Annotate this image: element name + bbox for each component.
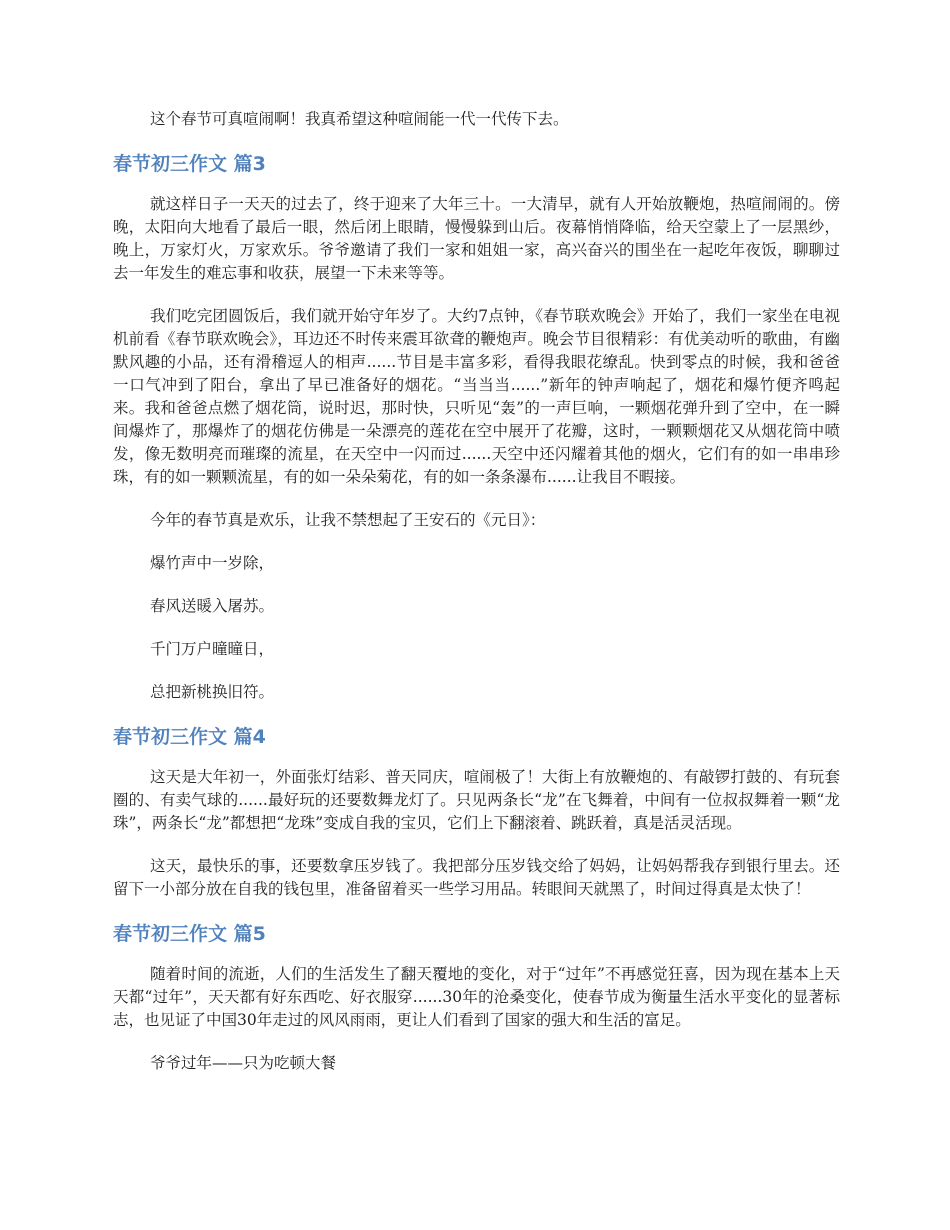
section-heading: 春节初三作文 篇5 <box>113 923 266 945</box>
poem-line: 爆竹声中一岁除， <box>150 554 275 572</box>
paragraph: 就这样日子一天天的过去了，终于迎来了大年三十。一大清早，就有人开始放鞭炮，热喧闹闹的。傍晚，太阳向大地看了最后一眼，然后闭上眼睛，慢慢躲到山后。夜幕悄悄降临，给天空蒙上了一层黑纱，晚上，万家灯火，万家欢乐。爷爷邀请了我们一家和姐姐一家，高兴奋兴的围坐在一起吃年夜饭，聊聊过去一年发生的难忘事和收获，展望一下未来等等。 <box>113 195 840 282</box>
paragraph: 我们吃完团圆饭后，我们就开始守年岁了。大约7点钟，《春节联欢晚会》开始了，我们一家坐在电视机前看《春节联欢晚会》，耳边还不时传来震耳欲聋的鞭炮声。晚会节目很精彩：有优美动听的歌曲，有幽默风趣的小品，还有滑稽逗人的相声......节目是丰富多彩，看得我眼花缭乱。快到零点的时候，我和爸爸一口气冲到了阳台，拿出了早已准备好的烟花。“当当当......”新年的钟声响起了，烟花和爆竹便齐鸣起来。我和爸爸点燃了烟花筒，说时迟，那时快，只听见“轰”的一声巨响，一颗烟花弹升到了空中，在一瞬间爆炸了，那爆炸了的烟花仿佛是一朵漂亮的莲花在空中展开了花瓣，这时，一颗颗烟花又从烟花筒中喷发，像无数明亮而璀璨的流星，在天空中一闪而过......天空中还闪耀着其他的烟火，它们有的如一串串珍珠，有的如一颗颗流星，有的如一朵朵菊花，有的如一条条瀑布......让我目不暇接。 <box>113 307 840 486</box>
paragraph: 随着时间的流逝，人们的生活发生了翻天覆地的变化，对于“过年”不再感觉狂喜，因为现在基本上天天都“过年”，天天都有好东西吃、好衣服穿......30年的沧桑变化，使春节成为衡量生活水平变化的显著标志，也见证了中国30年走过的风风雨雨，更让人们看到了国家的强大和生活的富足。 <box>113 965 840 1029</box>
document-page <box>113 108 840 1095</box>
poem-line: 千门万户曈曈日， <box>150 640 275 658</box>
poem-line: 总把新桃换旧符。 <box>150 683 275 701</box>
paragraph: 这天是大年初一，外面张灯结彩、普天同庆，喧闹极了！大街上有放鞭炮的、有敲锣打鼓的、有玩套圈的、有卖气球的......最好玩的还要数舞龙灯了。只见两条长“龙”在飞舞着，中间有一位叔叔舞着一颗“龙珠”，两条长“龙”都想把“龙珠”变成自我的宝贝，它们上下翻滚着、跳跃着，真是活灵活现。 <box>113 768 840 832</box>
paragraph: 这个春节可真喧闹啊！我真希望这种喧闹能一代一代传下去。 <box>150 110 569 128</box>
section-heading: 春节初三作文 篇4 <box>113 726 266 748</box>
poem-line: 春风送暖入屠苏。 <box>150 597 275 615</box>
paragraph: 爷爷过年——只为吃顿大餐 <box>150 1054 337 1072</box>
paragraph: 今年的春节真是欢乐，让我不禁想起了王安石的《元日》： <box>150 511 546 529</box>
section-heading: 春节初三作文 篇3 <box>113 153 266 175</box>
paragraph: 这天，最快乐的事，还要数拿压岁钱了。我把部分压岁钱交给了妈妈，让妈妈帮我存到银行里去。还留下一小部分放在自我的钱包里，准备留着买一些学习用品。转眼间天就黑了，时间过得真是太快了！ <box>113 857 840 898</box>
